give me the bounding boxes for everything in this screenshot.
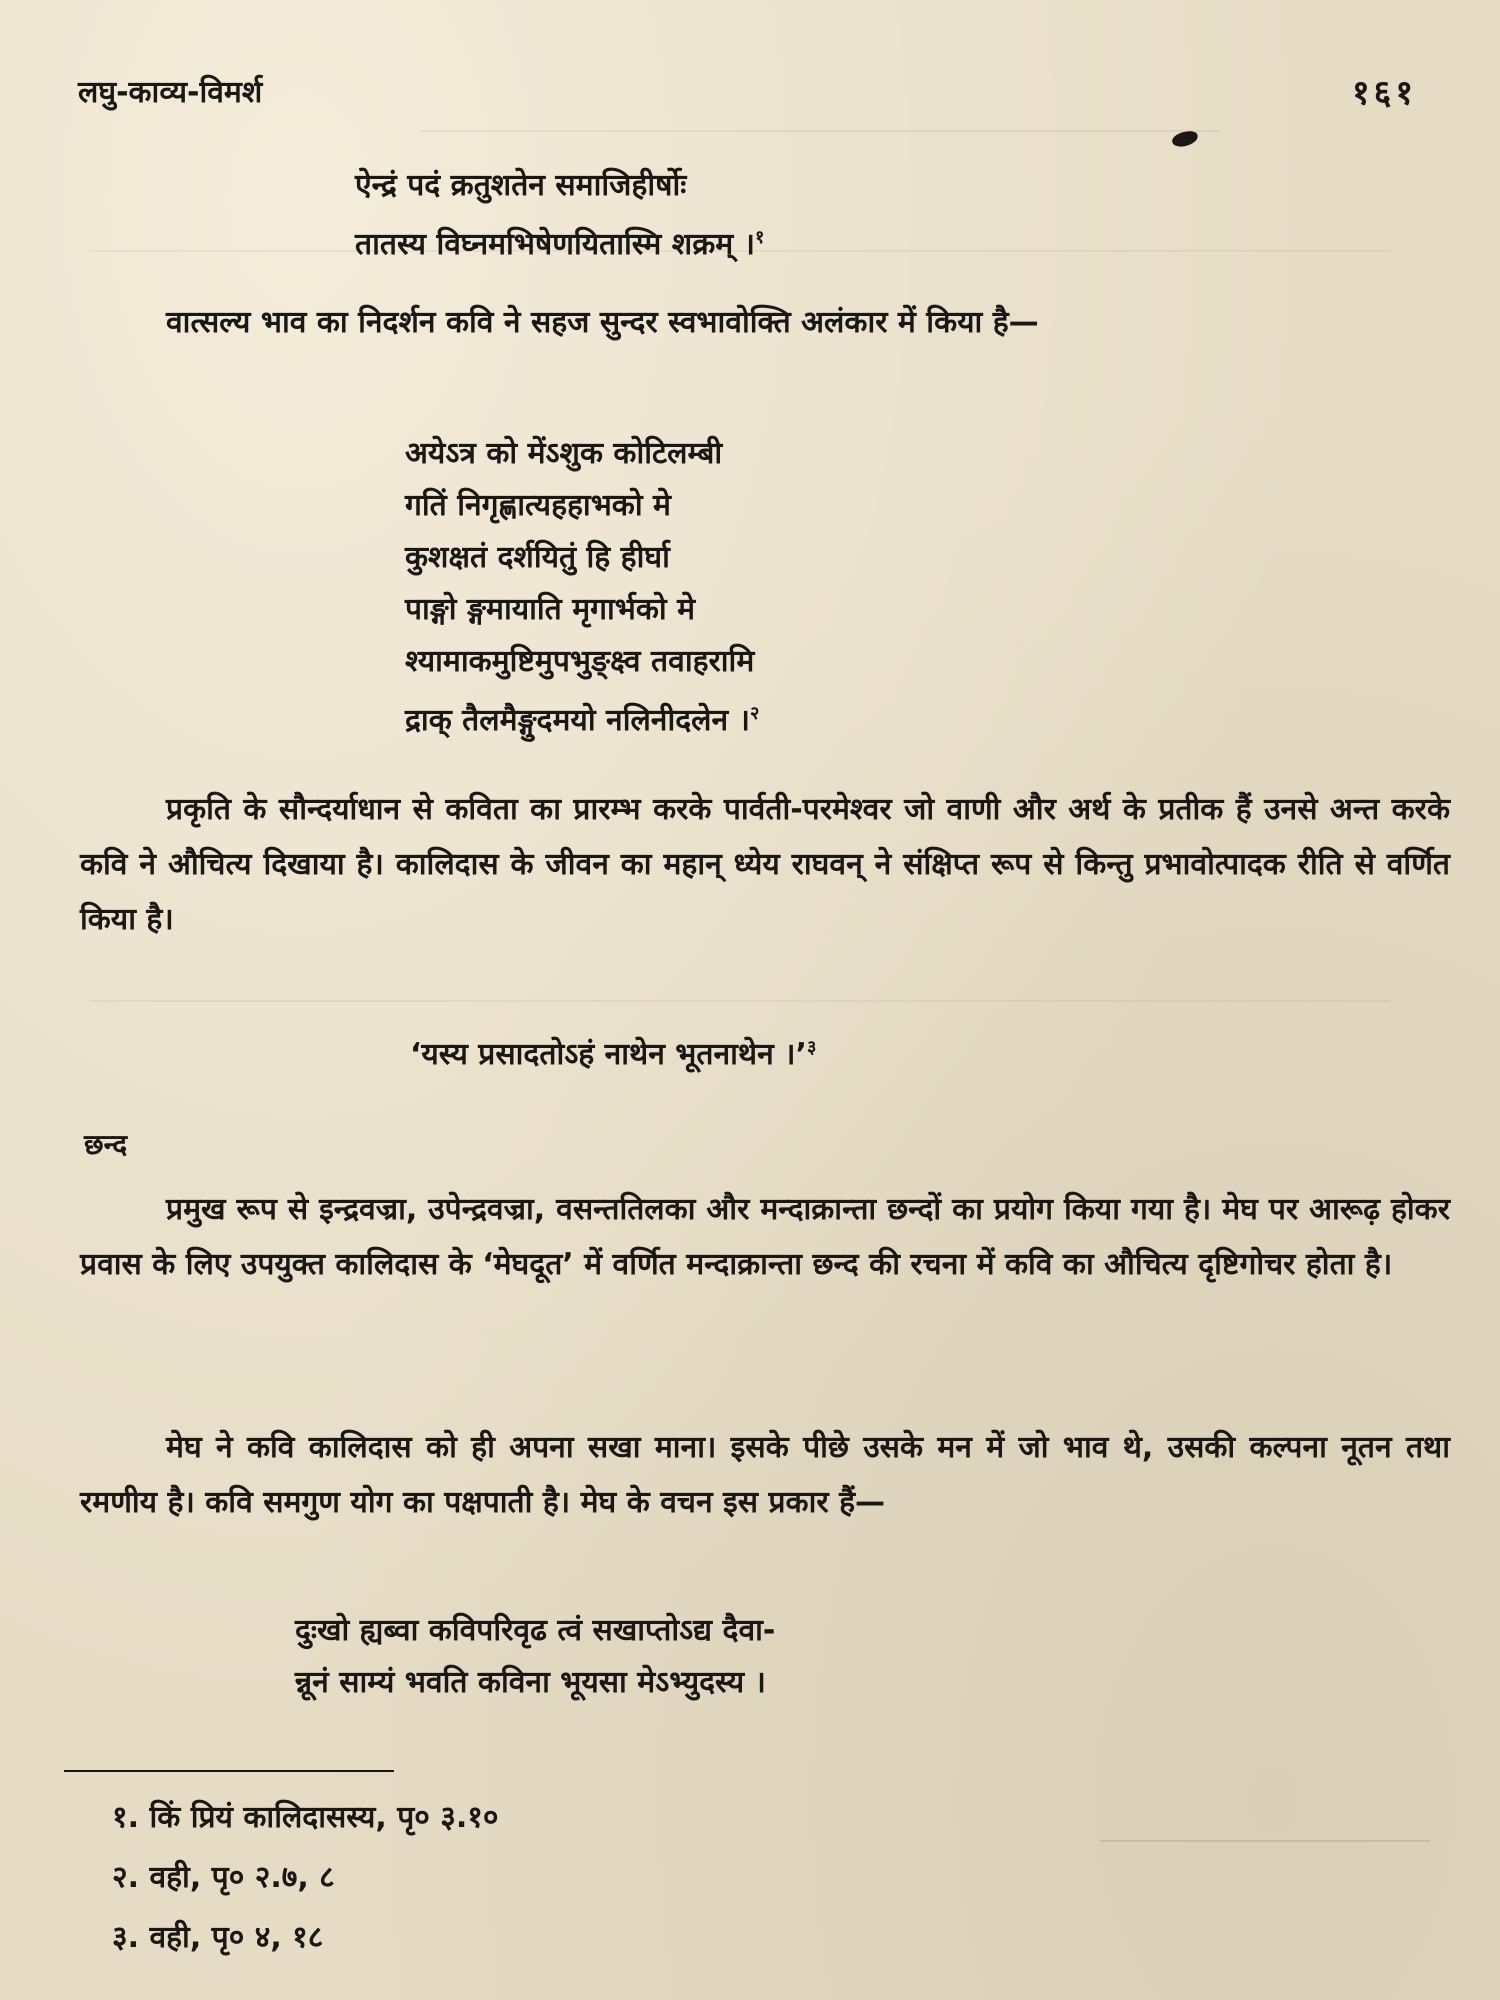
show-through-text <box>60 28 69 61</box>
paragraph-1: वात्सल्य भाव का निदर्शन कवि ने सहज सुन्दर स्वभावोक्ति अलंकार में किया है— <box>166 305 1039 340</box>
footnote-2: २. वही, पृ० २.७, ८ <box>112 1860 335 1895</box>
show-through-line <box>1100 1840 1430 1842</box>
verse-line: द्राक् तैलमैङ्गुदमयो नलिनीदलेन ।$^२$ <box>405 703 760 738</box>
verse-line: गतिं निगृह्णात्यहहाभको मे <box>405 488 671 523</box>
verse-line: पाङ्गो ङ्गमायाति मृगार्भको मे <box>405 592 696 627</box>
section-heading: छन्द <box>84 1128 128 1161</box>
quote-line: ‘यस्य प्रसादतोऽहं नाथेन भूतनाथेन ।’$^३$ <box>410 1037 817 1072</box>
verse-1 <box>355 160 764 264</box>
footnote-3: ३. वही, पृ० ४, १८ <box>112 1920 324 1955</box>
verse-line: अयेऽत्र को मेंऽशुक कोटिलम्बी <box>405 436 723 471</box>
verse-line: श्यामाकमुष्टिमुपभुङ्क्ष्व तवाहरामि <box>405 644 755 679</box>
paragraph-3: प्रमुख रूप से इन्द्रवज्रा, उपेन्द्रवज्रा, वसन्ततिलका और मन्दाक्रान्ता छन्दों का प्रयोग किया गया है। मेघ पर आरूढ़ होकर प्रवास के लिए उपयुक्त कालिदास के ‘मेघदूत’ में वर्णित मन्दाक्रान्ता छन्द की रचना में कवि का औचित्य दृष्टिगोचर होता है। <box>80 1192 1450 1282</box>
verse-line: दुःखो ह्यब्वा कविपरिवृढ त्वं सखाप्तोऽद्य दैवा- <box>295 1613 776 1648</box>
footnote-1: १. किं प्रियं कालिदासस्य, पृ० ३.१० <box>112 1800 499 1835</box>
verse-2 <box>405 428 759 740</box>
page-number: १६१ <box>1352 73 1418 113</box>
verse-line: ऐन्द्रं पदं क्रतुशतेन समाजिहीर्षोः <box>355 168 687 203</box>
running-title: लघु-काव्य-विमर्श <box>78 75 263 110</box>
verse-line: तातस्य विघ्नमभिषेणयितास्मि शक्रम् ।$^१$ <box>355 227 765 262</box>
show-through-line <box>420 130 1220 156</box>
show-through-line <box>90 1000 1390 1002</box>
verse-line: न्नूनं साम्यं भवति कविना भूयसा मेऽभ्युदस्य । <box>295 1665 766 1700</box>
verse-3 <box>295 1605 775 1709</box>
footnote-mark: २ <box>749 703 760 724</box>
footnote-divider <box>64 1770 394 1772</box>
footnote-mark: १ <box>755 227 765 248</box>
paragraph-4: मेघ ने कवि कालिदास को ही अपना सखा माना। इसके पीछे उसके मन में जो भाव थे, उसकी कल्पना नूतन तथा रमणीय है। कवि समगुण योग का पक्षपाती है। मेघ के वचन इस प्रकार हैं— <box>80 1430 1450 1520</box>
footnote-mark: ३ <box>806 1037 817 1058</box>
paragraph-2: प्रकृति के सौन्दर्याधान से कविता का प्रारम्भ करके पार्वती-परमेश्वर जो वाणी और अर्थ के प्रतीक हैं उनसे अन्त करके कवि ने औचित्य दिखाया है। कालिदास के जीवन का महान् ध्येय राघवन् ने संक्षिप्त रूप से किन्तु प्रभावोत्पादक रीति से वर्णित किया है। <box>80 792 1450 937</box>
verse-line: कुशक्षतं दर्शयितुं हि हीर्घा <box>405 540 670 575</box>
